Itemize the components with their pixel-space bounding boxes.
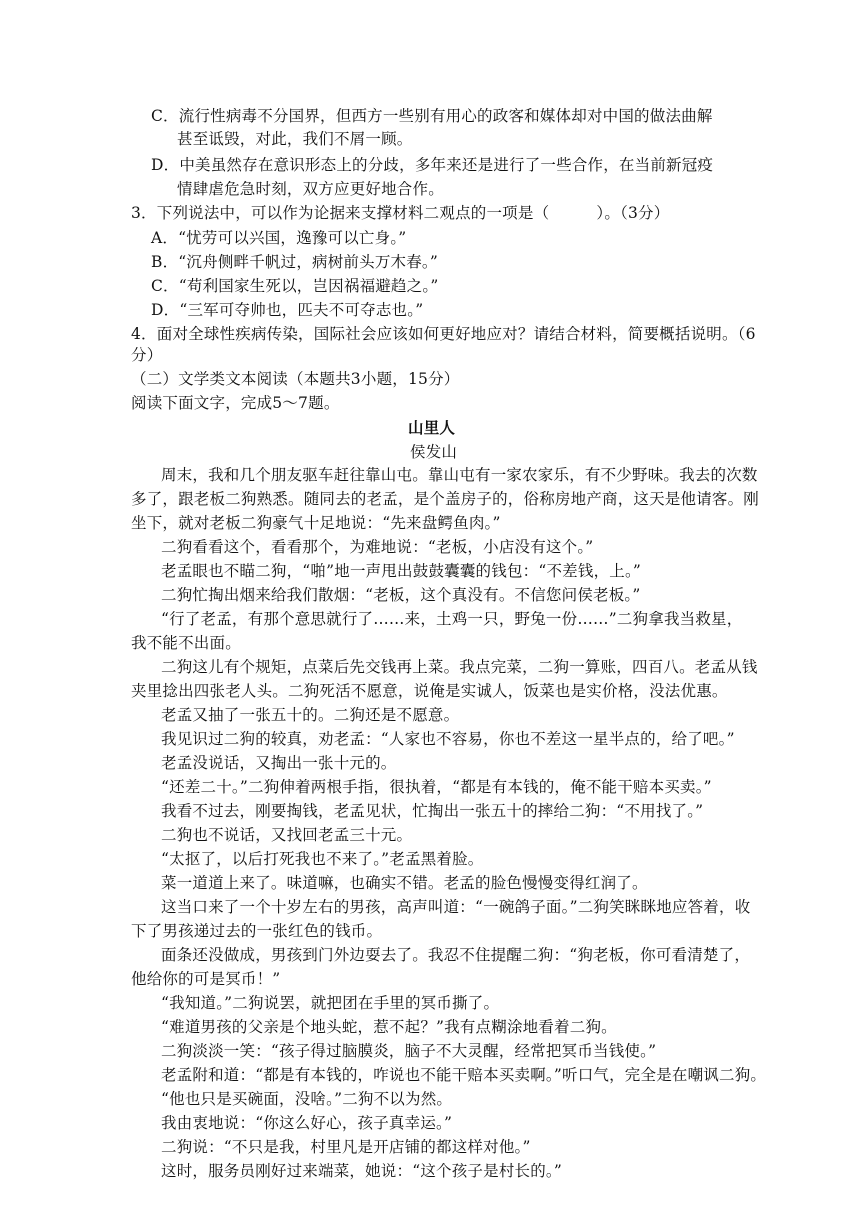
question-3-option-c: C．“苟利国家生死以，岂因祸福避趋之。” (151, 277, 439, 295)
option-2d-line1: D．中美虽然存在意识形态上的分歧，多年来还是进行了一些合作，在当前新冠疫 (151, 156, 714, 174)
story-line: 老孟没说话，又掏出一张十元的。 (161, 754, 397, 772)
story-line: 这当口来了一个十岁左右的男孩，高声叫道：“一碗鸽子面。”二狗笑眯眯地应答着，收 (161, 898, 751, 916)
story-line: 多了，跟老板二狗熟悉。随同去的老孟，是个盖房子的，俗称房地产商，这天是他请客。刚 (131, 490, 760, 508)
story-line: 二狗这儿有个规矩，点菜后先交钱再上菜。我点完菜，二狗一算账，四百八。老孟从钱 (161, 658, 758, 676)
question-3-stem: 3．下列说法中，可以作为论据来支撑材料二观点的一项是（ ）。（3分） (131, 204, 670, 222)
story-line: 坐下，就对老板二狗豪气十足地说：“先来盘鳄鱼肉。” (131, 514, 501, 532)
story-line: “难道男孩的父亲是个地头蛇，惹不起？”我有点糊涂地看着二狗。 (161, 1018, 617, 1036)
story-line: 二狗忙掏出烟来给我们散烟：“老板，这个真没有。不信您问侯老板。” (161, 586, 641, 604)
story-line: 他给你的可是冥币！” (131, 970, 281, 988)
question-3-option-a: A．“忧劳可以兴国，逸豫可以亡身。” (151, 229, 407, 247)
section-heading: （二）文学类文本阅读（本题共3小题，15分） (131, 370, 460, 388)
story-line: 二狗也不说话，又找回老孟三十元。 (161, 826, 413, 844)
story-line: 我不能不出面。 (131, 634, 241, 652)
story-line: 菜一道道上来了。味道嘛，也确实不错。老孟的脸色慢慢变得红润了。 (161, 874, 648, 892)
question-4-line2: 分） (131, 346, 163, 364)
story-line: 二狗说：“不只是我，村里凡是开店铺的都这样对他。” (161, 1138, 531, 1156)
section-instruction: 阅读下面文字，完成5～7题。 (131, 394, 340, 412)
story-line: 我见识过二狗的较真，劝老孟：“人家也不容易，你也不差这一星半点的，给了吧。” (161, 730, 735, 748)
story-line: 这时，服务员刚好过来端菜，她说：“这个孩子是村长的。” (161, 1162, 562, 1180)
story-line: 二狗淡淡一笑：“孩子得过脑膜炎，脑子不大灵醒，经常把冥币当钱使。” (161, 1042, 657, 1060)
story-line: 我看不过去，刚要掏钱，老孟见状，忙掏出一张五十的摔给二狗：“不用找了。” (161, 802, 704, 820)
story-line: 老孟眼也不瞄二狗，“啪”地一声甩出鼓鼓囊囊的钱包：“不差钱，上。” (161, 562, 642, 580)
option-2d-line2: 情肆虐危急时刻，双方应更好地合作。 (177, 180, 444, 198)
story-line: “行了老孟，有那个意思就行了……来，土鸡一只，野兔一份……”二狗拿我当救星， (161, 610, 743, 628)
story-line: “我知道。”二狗说罢，就把团在手里的冥币撕了。 (161, 994, 500, 1012)
story-line: 二狗看看这个，看看那个，为难地说：“老板，小店没有这个。” (161, 538, 594, 556)
option-2c-line1: C．流行性病毒不分国界，但西方一些别有用心的政客和媒体却对中国的做法曲解 (151, 107, 713, 125)
story-title: 山里人 (408, 418, 456, 437)
story-line: 周末，我和几个朋友驱车赶往靠山屯。靠山屯有一家农家乐，有不少野味。我去的次数 (161, 466, 758, 484)
story-line: 下了男孩递过去的一张红色的钱币。 (131, 922, 383, 940)
story-line: 我由衷地说：“你这么好心，孩子真幸运。” (161, 1114, 453, 1132)
story-author: 侯发山 (410, 443, 458, 461)
story-line: “太抠了，以后打死我也不来了。”老孟黑着脸。 (161, 850, 484, 868)
story-line: 夹里捻出四张老人头。二狗死活不愿意，说俺是实诚人，饭菜也是实价格，没法优惠。 (131, 682, 728, 700)
question-4-line1: 4．面对全球性疾病传染，国际社会应该如何更好地应对？请结合材料，简要概括说明。（6 (131, 325, 756, 343)
question-3-option-d: D．“三军可夺帅也，匹夫不可夺志也。” (151, 301, 424, 319)
story-line: 面条还没做成，男孩到门外边耍去了。我忍不住提醒二狗：“狗老板，你可看清楚了， (161, 946, 751, 964)
story-line: 老孟附和道：“都是有本钱的，咋说也不能干赔本买卖啊。”听口气，完全是在嘲讽二狗。 (161, 1066, 767, 1084)
story-line: 老孟又抽了一张五十的。二狗还是不愿意。 (161, 706, 460, 724)
option-2c-line2: 甚至诋毁，对此，我们不屑一顾。 (177, 130, 413, 148)
question-3-option-b: B．“沉舟侧畔千帆过，病树前头万木春。” (151, 253, 438, 271)
story-line: “还差二十。”二狗伸着两根手指，很执着，“都是有本钱的，俺不能干赔本买卖。” (161, 778, 712, 796)
story-line: “他也只是买碗面，没啥。”二狗不以为然。 (161, 1090, 453, 1108)
